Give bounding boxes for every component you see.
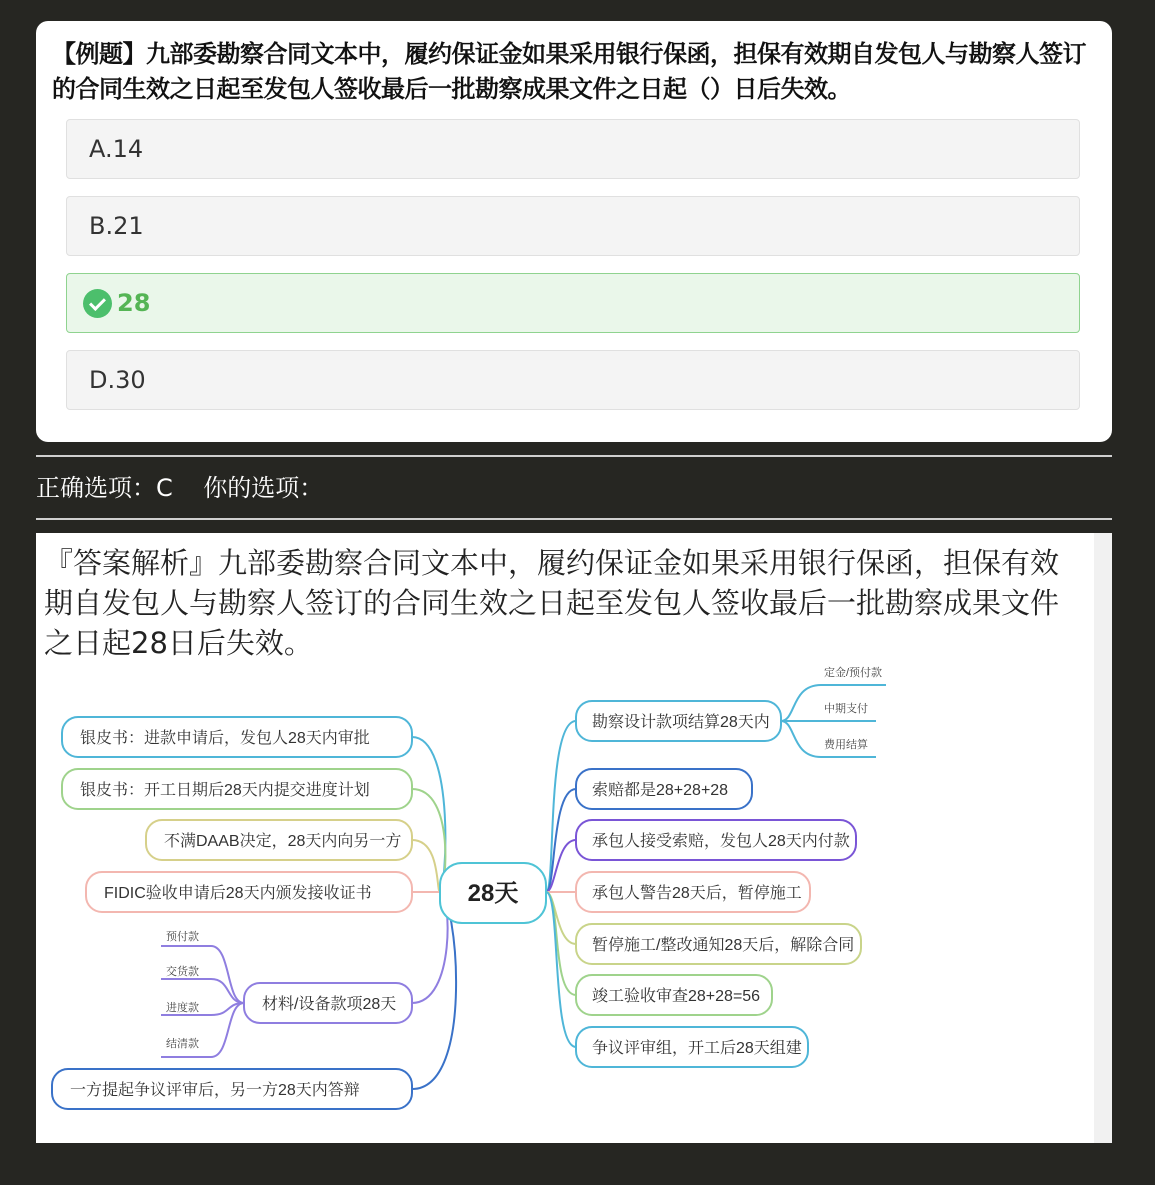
your-answer: 你的选项： — [203, 474, 324, 502]
divider — [36, 518, 1112, 520]
option-d[interactable] — [66, 350, 1080, 410]
divider — [36, 455, 1112, 457]
option-a-label: A.14 — [89, 135, 144, 163]
analysis-panel — [36, 533, 1112, 1143]
mind-leaf-label: 中期支付 — [824, 703, 868, 715]
mind-node-label: 争议评审组，开工后28天组建 — [592, 1040, 802, 1057]
mind-node-label: 勘察设计款项结算28天内 — [592, 714, 770, 731]
mind-leaf-label: 费用结算 — [824, 739, 868, 751]
check-circle-icon — [83, 289, 112, 318]
option-c[interactable] — [66, 273, 1080, 333]
answer-status — [36, 473, 323, 503]
mind-leaf-label: 预付款 — [166, 931, 199, 943]
mind-leaf-label: 进度款 — [166, 1002, 199, 1014]
question-text: 【例题】九部委勘察合同文本中，履约保证金如果采用银行保函，担保有效期自发包人与勘察人签订的合同生效之日起至发包人签收最后一批勘察成果文件之日起（）日后失效。 — [52, 40, 1086, 103]
mind-node-label: 承包人接受索赔，发包人28天内付款 — [592, 833, 850, 850]
option-d-label: D.30 — [89, 366, 146, 394]
mind-node-label: 银皮书：进款申请后，发包人28天内审批 — [80, 730, 370, 747]
mind-node-label: 一方提起争议评审后，另一方28天内答辩 — [70, 1082, 360, 1099]
analysis-text: 『答案解析』九部委勘察合同文本中，履约保证金如果采用银行保函，担保有效期自发包人与勘察人签订的合同生效之日起至发包人签收最后一批勘察成果文件之日起28日后失效。 — [44, 546, 1060, 660]
mind-node-label: FIDIC验收申请后28天内颁发接收证书 — [104, 885, 372, 902]
mind-node-label: 不满DAAB决定，28天内向另一方 — [164, 833, 402, 850]
mind-node-label: 材料/设备款项28天 — [262, 996, 397, 1013]
mind-leaf-label: 交货款 — [166, 966, 199, 978]
mind-node-label: 竣工验收审查28+28=56 — [592, 988, 761, 1005]
mind-leaf-label: 定金/预付款 — [824, 667, 883, 679]
mind-node-label: 暂停施工/整改通知28天后，解除合同 — [592, 937, 855, 954]
option-b[interactable] — [66, 196, 1080, 256]
option-a[interactable] — [66, 119, 1080, 179]
mind-map-image — [36, 533, 1112, 1143]
mind-node-label: 银皮书：开工日期后28天内提交进度计划 — [80, 782, 370, 799]
option-c-label: 28 — [117, 289, 151, 317]
mind-node-label: 承包人警告28天后，暂停施工 — [592, 885, 802, 902]
correct-answer: 正确选项：C — [36, 474, 173, 502]
mind-leaf-label: 结清款 — [166, 1038, 199, 1050]
mind-node-label: 索赔都是28+28+28 — [592, 782, 729, 799]
option-b-label: B.21 — [89, 212, 144, 240]
question-card — [36, 21, 1112, 442]
center-node-label: 28天 — [467, 880, 519, 907]
